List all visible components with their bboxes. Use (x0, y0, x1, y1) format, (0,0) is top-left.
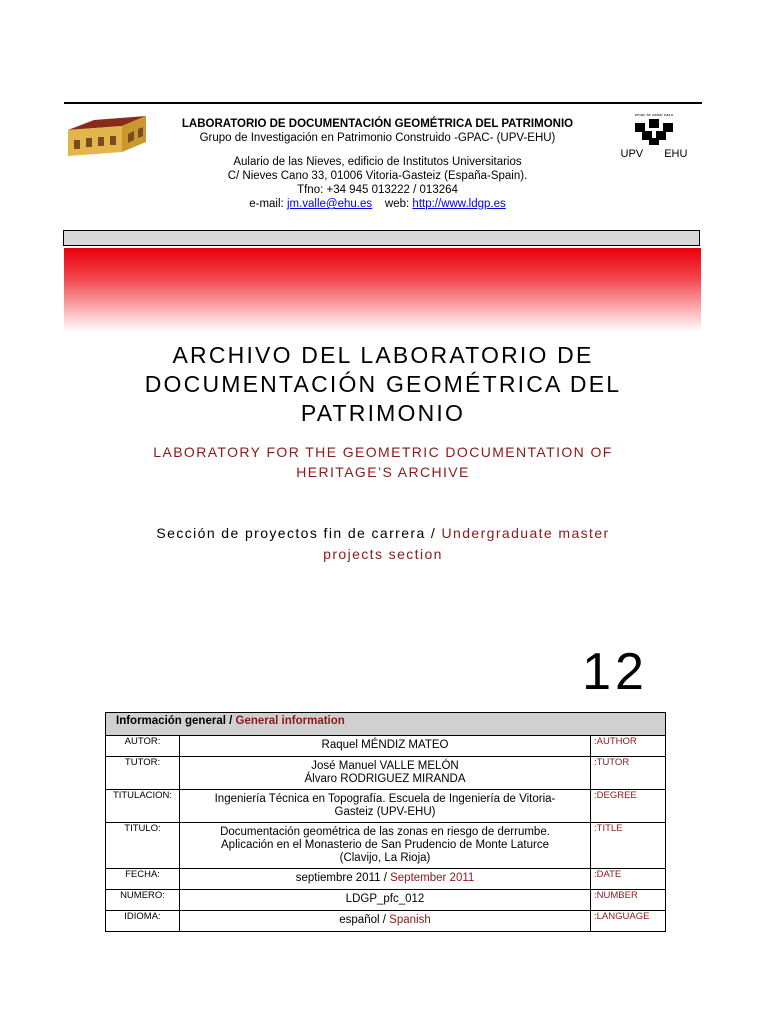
date-label: FECHA: (106, 869, 180, 890)
lab-name: LABORATORIO DE DOCUMENTACIÓN GEOMÉTRICA DEL PATRIMONIO (181, 118, 574, 130)
building-illustration (66, 112, 148, 162)
section-title-en-2: projects section (323, 546, 443, 562)
lab-header (140, 117, 615, 211)
author-value: Raquel MÉNDIZ MATEO (180, 736, 591, 757)
logo-upv-text: UPV (620, 148, 644, 160)
phone: Tfno: +34 945 013222 / 013264 (297, 184, 458, 196)
contact-line (140, 197, 615, 211)
degree-code: :DEGREE (591, 790, 666, 823)
top-rule (64, 102, 702, 104)
author-code: :AUTHOR (591, 736, 666, 757)
language-code: :LANGUAGE (591, 911, 666, 932)
archive-title-line-2: DOCUMENTACIÓN GEOMÉTRICA DEL (144, 371, 622, 397)
date-en: September 2011 (390, 872, 475, 884)
info-table-heading (106, 713, 666, 736)
archive-title-en-line-2: HERITAGE’S ARCHIVE (296, 464, 470, 480)
author-label: AUTOR: (106, 736, 180, 757)
number-code: :NUMBER (591, 890, 666, 911)
address-line-1: Aulario de las Nieves, edificio de Institutos Universitarios (233, 156, 522, 168)
archive-title (64, 341, 702, 428)
title-line-2: Aplicación en el Monasterio de San Prudencio de Monte Laturce (221, 839, 549, 851)
date-value (180, 869, 591, 890)
tutor-code: :TUTOR (591, 757, 666, 790)
email-link[interactable]: jm.valle@ehu.es (286, 198, 373, 210)
table-row-tutor (106, 757, 666, 790)
table-row-degree (106, 790, 666, 823)
degree-value (180, 790, 591, 823)
title-line-3: (Clavijo, La Rioja) (339, 852, 431, 864)
language-label: IDIOMA: (106, 911, 180, 932)
document-number: 12 (582, 643, 648, 701)
language-es: español / (339, 914, 386, 926)
section-title-es: Sección de proyectos fin de carrera / (156, 525, 437, 541)
number-label: NUMERO: (106, 890, 180, 911)
degree-label: TITULACION: (106, 790, 180, 823)
number-value: LDGP_pfc_012 (180, 890, 591, 911)
table-row-number (106, 890, 666, 911)
logo-ehu-text: EHU (664, 148, 688, 160)
tutor-value (180, 757, 591, 790)
language-value (180, 911, 591, 932)
logo-motto: eman ta zabal zazu (634, 112, 674, 117)
university-emblem-icon (635, 119, 673, 145)
tutor-1: José Manuel VALLE MELÓN (311, 760, 459, 772)
section-title (64, 523, 702, 565)
archive-title-line-1: ARCHIVO DEL LABORATORIO DE (172, 342, 594, 368)
title-code: :TITLE (591, 823, 666, 869)
title-line-1: Documentación geométrica de las zonas en riesgo de derrumbe. (220, 826, 550, 838)
section-title-en-1: Undergraduate master (441, 525, 610, 541)
gray-divider-bar (63, 230, 700, 246)
upv-ehu-logo (618, 112, 690, 176)
web-label: web: (384, 198, 410, 210)
archive-title-english (64, 442, 702, 482)
info-heading-en: General information (235, 715, 345, 727)
web-link[interactable]: http://www.ldgp.es (412, 198, 506, 210)
archive-title-line-3: PATRIMONIO (300, 400, 466, 426)
info-heading-es: Información general / (116, 715, 233, 727)
address-line-2: C/ Nieves Cano 33, 01006 Vitoria-Gasteiz (España-Spain). (227, 170, 528, 182)
email-label: e-mail: (249, 198, 284, 210)
table-row-title (106, 823, 666, 869)
date-code: :DATE (591, 869, 666, 890)
general-info-table (105, 712, 666, 932)
tutor-label: TUTOR: (106, 757, 180, 790)
title-value (180, 823, 591, 869)
language-en: Spanish (389, 914, 431, 926)
date-es: septiembre 2011 / (295, 872, 387, 884)
red-gradient-band (64, 248, 701, 332)
title-label: TITULO: (106, 823, 180, 869)
table-row-date (106, 869, 666, 890)
archive-title-en-line-1: LABORATORY FOR THE GEOMETRIC DOCUMENTATION OF (153, 444, 613, 460)
table-row-language (106, 911, 666, 932)
degree-line-2: Gasteiz (UPV-EHU) (334, 806, 436, 818)
research-group: Grupo de Investigación en Patrimonio Construido -GPAC- (UPV-EHU) (199, 132, 556, 144)
degree-line-1: Ingeniería Técnica en Topografía. Escuela de Ingeniería de Vitoria- (214, 793, 556, 805)
table-row-author (106, 736, 666, 757)
tutor-2: Álvaro RODRIGUEZ MIRANDA (304, 773, 466, 785)
